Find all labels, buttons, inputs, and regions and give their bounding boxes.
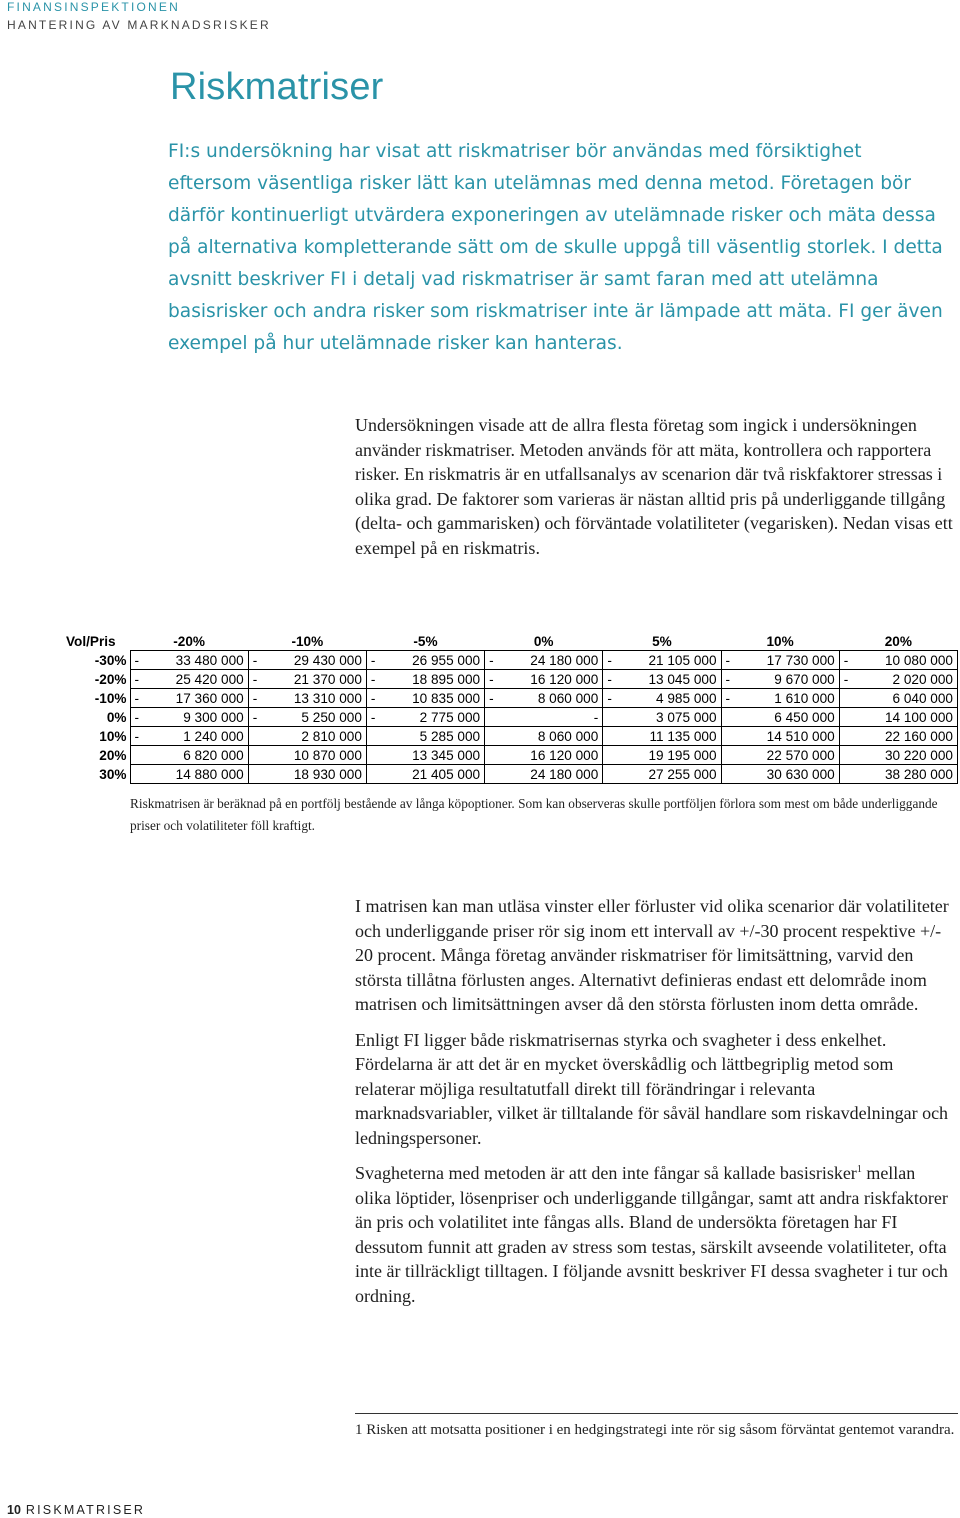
cell-value: 5 285 000 <box>419 728 481 744</box>
cell-value: 18 895 000 <box>412 671 481 687</box>
matrix-cell <box>485 651 603 670</box>
footnote-divider <box>355 1413 958 1414</box>
cell-value: 14 100 000 <box>884 709 953 725</box>
matrix-cell <box>721 765 839 784</box>
matrix-cell <box>603 708 721 727</box>
cell-value: 22 160 000 <box>884 728 953 744</box>
cell-value: 24 180 000 <box>530 766 599 782</box>
matrix-cell <box>721 670 839 689</box>
cell-value: 33 480 000 <box>175 652 244 668</box>
cell-sign: - <box>607 652 612 668</box>
cell-value: 21 405 000 <box>412 766 481 782</box>
matrix-cell <box>130 746 248 765</box>
cell-value: 19 195 000 <box>648 747 717 763</box>
cell-value: 13 045 000 <box>648 671 717 687</box>
matrix-row <box>8 765 958 784</box>
cell-value: 8 060 000 <box>537 690 599 706</box>
matrix-cell <box>130 689 248 708</box>
cell-sign: - <box>134 690 140 706</box>
cell-value: 3 075 000 <box>656 709 717 725</box>
cell-value: 10 835 000 <box>412 690 481 706</box>
matrix-row <box>8 746 958 765</box>
matrix-cell <box>248 746 366 765</box>
matrix-cell <box>130 651 248 670</box>
matrix-cell <box>603 651 721 670</box>
cell-sign: - <box>252 690 258 706</box>
vol-header: -10% <box>94 690 127 706</box>
cell-value: 21 370 000 <box>293 671 362 687</box>
cell-sign: - <box>843 652 849 668</box>
vol-header: 0% <box>106 709 127 725</box>
matrix-cell <box>366 765 484 784</box>
cell-value: 9 300 000 <box>183 709 244 725</box>
cell-value: 2 810 000 <box>301 728 362 744</box>
matrix-cell <box>248 670 366 689</box>
matrix-cell <box>130 670 248 689</box>
body-text-span: Svagheterna med metoden är att den inte fångar så kallade basisrisker <box>355 1163 857 1183</box>
cell-value: 14 880 000 <box>175 766 244 782</box>
cell-value: 16 120 000 <box>530 671 599 687</box>
body-paragraph: Enligt FI ligger både riskmatrisernas styrka och svagheter i dess enkelhet. Fördelarna är att det är en mycket överskådlig och lättbegriplig metod som relaterar möjliga resultatutfall direkt till förändringar i relevanta marknadsvariabler, vilket är tilltalande för såväl handlare som riskavdelningar och ledningspersoner. <box>355 1029 949 1148</box>
matrix-cell <box>721 708 839 727</box>
matrix-cell <box>839 689 957 708</box>
matrix-cell <box>603 746 721 765</box>
cell-sign: - <box>134 652 140 668</box>
vol-header: 20% <box>99 747 127 763</box>
body-section-1 <box>355 413 955 571</box>
cell-sign: - <box>370 671 376 687</box>
matrix-cell <box>248 765 366 784</box>
cell-value: 27 255 000 <box>648 766 717 782</box>
matrix-cell <box>839 765 957 784</box>
cell-sign: - <box>607 671 612 687</box>
cell-sign: - <box>489 652 494 668</box>
matrix-cell <box>839 651 957 670</box>
page-footer <box>7 1503 145 1517</box>
matrix-cell <box>130 708 248 727</box>
intro-paragraph: FI:s undersökning har visat att riskmatriser bör användas med försiktighet eftersom väsentliga risker lätt kan utelämnas med denna metod. Företagen bör därför kontinuerligt utvärdera exponeringen av utelämnade risker och mäta dessa på alternativa kompletterande sätt om de skulle uppgå till väsentlig storlek. I detta avsnitt beskriver FI i detalj vad riskmatriser är samt faran med att utelämna basisrisker och andra risker som riskmatriser inte är lämpade att mäta. FI ger även exempel på hur utelämnade risker kan hanteras. <box>168 141 943 354</box>
matrix-cell <box>366 651 484 670</box>
cell-value: 22 570 000 <box>766 747 835 763</box>
cell-sign: - <box>725 652 731 668</box>
risk-matrix-table <box>8 632 958 784</box>
cell-value: 1 240 000 <box>183 728 244 744</box>
matrix-cell <box>485 670 603 689</box>
cell-value: 17 360 000 <box>175 690 244 706</box>
matrix-cell <box>248 651 366 670</box>
cell-sign: - <box>370 690 376 706</box>
cell-sign: - <box>725 690 731 706</box>
footer-section: RISKMATRISER <box>25 1503 146 1517</box>
matrix-cell <box>485 689 603 708</box>
cell-value: 17 730 000 <box>766 652 835 668</box>
matrix-cell <box>485 708 603 727</box>
cell-value: - <box>593 709 599 725</box>
matrix-corner-label: Vol/Pris <box>66 633 116 649</box>
cell-sign: - <box>489 690 494 706</box>
vol-header: 10% <box>99 728 127 744</box>
cell-sign: - <box>489 671 494 687</box>
header-org: FINANSINSPEKTIONEN <box>7 0 180 14</box>
page-title: Riskmatriser <box>170 66 384 108</box>
footnote: 1 Risken att motsatta positioner i en hedgingstrategi inte rör sig såsom förväntat gentemot varandra. <box>355 1422 955 1438</box>
cell-value: 2 775 000 <box>419 709 481 725</box>
matrix-caption: Riskmatrisen är beräknad på en portfölj bestående av långa köpoptioner. Som kan observeras skulle portföljen förlora som mest om både underliggande priser och volatiliteter föll kraftigt. <box>130 796 938 833</box>
body-text-span: mellan olika löptider, lösenpriser och underliggande tillgångar, samt att andra riskfaktorer än pris och volatilitet inte fångas alls. Bland de undersökta företagen har FI dessutom funnit att graden av stress som testas, särskilt avseende volatiliteter, ofta inte är tillräckligt tilltagen. I följande avsnitt beskriver FI dessa svagheter i tur och ordning. <box>355 1163 948 1306</box>
matrix-cell <box>839 727 957 746</box>
cell-value: 5 250 000 <box>301 709 362 725</box>
price-header: -10% <box>291 633 324 649</box>
matrix-cell <box>248 689 366 708</box>
cell-value: 4 985 000 <box>656 690 717 706</box>
cell-value: 10 080 000 <box>884 652 953 668</box>
matrix-row <box>8 727 958 746</box>
cell-sign: - <box>252 709 258 725</box>
vol-header: 30% <box>99 766 127 782</box>
matrix-cell <box>248 727 366 746</box>
cell-value: 6 450 000 <box>774 709 835 725</box>
cell-value: 30 630 000 <box>766 766 835 782</box>
cell-sign: - <box>725 671 731 687</box>
cell-sign: - <box>134 671 140 687</box>
cell-sign: - <box>252 652 258 668</box>
matrix-cell <box>366 727 484 746</box>
price-header: 0% <box>533 633 554 649</box>
cell-sign: - <box>134 709 140 725</box>
vol-header: -20% <box>94 671 127 687</box>
matrix-cell <box>248 708 366 727</box>
matrix-cell <box>130 765 248 784</box>
cell-value: 6 040 000 <box>892 690 953 706</box>
price-header: -20% <box>173 633 205 649</box>
price-header: 10% <box>766 633 794 649</box>
cell-value: 8 060 000 <box>537 728 599 744</box>
cell-value: 11 135 000 <box>649 728 717 744</box>
matrix-cell <box>721 651 839 670</box>
cell-value: 16 120 000 <box>530 747 599 763</box>
matrix-cell <box>130 727 248 746</box>
cell-value: 1 610 000 <box>774 690 835 706</box>
cell-value: 25 420 000 <box>175 671 244 687</box>
cell-value: 18 930 000 <box>293 766 362 782</box>
matrix-cell <box>485 727 603 746</box>
cell-value: 6 820 000 <box>183 747 244 763</box>
body-paragraph-with-footnote <box>355 1161 955 1308</box>
cell-value: 24 180 000 <box>530 652 599 668</box>
matrix-row <box>8 708 958 727</box>
footnote-reference: 1 <box>856 1164 862 1175</box>
cell-sign: - <box>607 690 612 706</box>
matrix-row <box>8 651 958 670</box>
matrix-cell <box>721 746 839 765</box>
cell-sign: - <box>252 671 258 687</box>
body-paragraph: I matrisen kan man utläsa vinster eller förluster vid olika scenarior där volatiliteter och underliggande priser rör sig inom ett intervall av +/-30 procent respektive +/- 20 procent. Många företag använder riskmatriser för limitsättning, varvid den största tillåtna förlusten anges. Alternativt definieras endast ett delområde inom matrisen och limitsättningen avser då den största förlusten inom detta område. <box>355 896 949 1014</box>
header-report: HANTERING AV MARKNADSRISKER <box>7 18 271 32</box>
matrix-cell <box>485 765 603 784</box>
matrix-cell <box>366 708 484 727</box>
matrix-cell <box>721 689 839 708</box>
matrix-cell <box>839 708 957 727</box>
price-header: -5% <box>413 633 438 649</box>
cell-value: 29 430 000 <box>293 652 362 668</box>
matrix-row <box>8 689 958 708</box>
body-paragraph: Undersökningen visade att de allra flesta företag som ingick i undersökningen använder riskmatriser. Metoden används för att mäta, kontrollera och rapportera risker. En riskmatris är en utfallsanalys av scenarion där två riskfaktorer stressas i olika grad. De faktorer som varieras är nästan alltid pris på underliggande tillgång (delta- och gammarisken) och förväntade volatiliteter (vegarisken). Nedan visas ett exempel på en riskmatris. <box>355 415 953 558</box>
cell-sign: - <box>134 728 140 744</box>
cell-value: 9 670 000 <box>774 671 835 687</box>
matrix-cell <box>839 670 957 689</box>
matrix-cell <box>603 689 721 708</box>
cell-sign: - <box>370 652 376 668</box>
cell-value: 14 510 000 <box>766 728 835 744</box>
cell-value: 21 105 000 <box>648 652 717 668</box>
cell-value: 2 020 000 <box>892 671 953 687</box>
page-number: 10 <box>7 1503 21 1517</box>
cell-sign: - <box>843 671 849 687</box>
price-header: 5% <box>652 633 672 649</box>
matrix-cell <box>603 670 721 689</box>
matrix-header-row <box>8 632 958 651</box>
body-section-2 <box>355 894 955 1319</box>
cell-value: 38 280 000 <box>884 766 953 782</box>
cell-value: 13 310 000 <box>293 690 362 706</box>
matrix-cell <box>603 765 721 784</box>
matrix-cell <box>485 746 603 765</box>
cell-value: 30 220 000 <box>884 747 953 763</box>
matrix-cell <box>366 689 484 708</box>
cell-value: 26 955 000 <box>412 652 481 668</box>
cell-value: 10 870 000 <box>293 747 362 763</box>
matrix-cell <box>721 727 839 746</box>
cell-value: 13 345 000 <box>412 747 481 763</box>
matrix-row <box>8 670 958 689</box>
cell-sign: - <box>370 709 376 725</box>
matrix-cell <box>366 670 484 689</box>
matrix-cell <box>839 746 957 765</box>
price-header: 20% <box>884 633 912 649</box>
vol-header: -30% <box>94 652 127 668</box>
matrix-cell <box>603 727 721 746</box>
matrix-cell <box>366 746 484 765</box>
